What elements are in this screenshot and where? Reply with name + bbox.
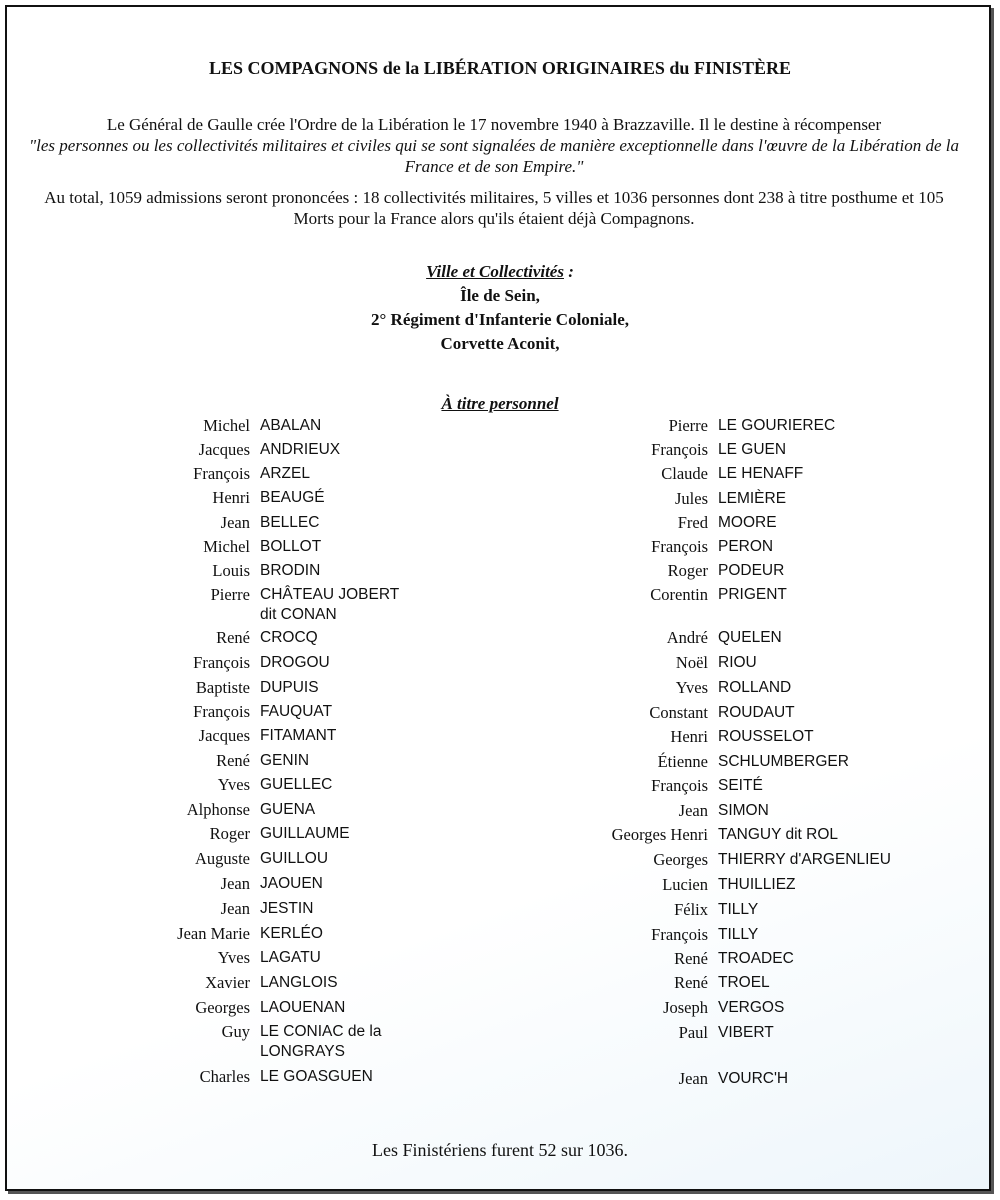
name-row (0, 726, 450, 746)
last-name (718, 440, 958, 460)
name-row (0, 1067, 450, 1087)
last-name-line: GUELLEC (260, 776, 333, 793)
last-name (718, 653, 958, 673)
last-name (718, 776, 958, 796)
last-name-line: VIBERT (718, 1024, 774, 1041)
last-name (718, 561, 958, 581)
first-name: Yves (217, 948, 250, 967)
last-name-line: BELLEC (260, 514, 320, 531)
first-name: Jacques (198, 440, 250, 459)
name-row (0, 874, 450, 894)
name-row (400, 727, 958, 747)
last-name (718, 1023, 958, 1043)
first-name: Joseph (663, 998, 708, 1017)
collectivity-item: 2° Régiment d'Infanterie Coloniale, (371, 310, 629, 329)
name-row (400, 825, 958, 845)
name-row (0, 537, 450, 557)
name-row (400, 949, 958, 969)
intro-line: Le Général de Gaulle crée l'Ordre de la Libération le 17 novembre 1940 à Brazzaville. Il le destine à récompenser (106, 115, 882, 134)
last-name-line: ARZEL (260, 465, 310, 482)
name-row (400, 925, 958, 945)
last-name-line: LE GOASGUEN (260, 1068, 373, 1085)
intro-quote: "les personnes ou les collectivités militaires et civiles qui se sont signalées de manière exceptionnelle dans l'œuvre de la Libération de la France et de son Empire." (29, 136, 959, 176)
last-name-line: LAOUENAN (260, 999, 346, 1016)
name-row (0, 998, 450, 1018)
last-name-line: THIERRY d'ARGENLIEU (718, 851, 891, 868)
first-name: Étienne (657, 752, 708, 771)
first-name: Pierre (668, 416, 708, 435)
last-name-line: LE GUEN (718, 441, 787, 458)
last-name-line: KERLÉO (260, 925, 323, 942)
collectivities-heading-colon: : (563, 262, 574, 281)
last-name-line: GUILLOU (260, 850, 329, 867)
last-name-line: SEITÉ (718, 777, 763, 794)
name-row (0, 585, 450, 625)
last-name-line: PERON (718, 538, 774, 555)
name-row (0, 488, 450, 508)
last-name-line: SIMON (718, 802, 769, 819)
last-name (718, 489, 958, 509)
first-name: Guy (221, 1022, 250, 1041)
collectivities-list (0, 284, 1000, 356)
name-row (400, 464, 958, 484)
name-row (400, 628, 958, 648)
name-row (0, 513, 450, 533)
first-name: Paul (678, 1023, 708, 1042)
name-row (0, 824, 450, 844)
last-name-line: SCHLUMBERGER (718, 753, 849, 770)
last-name (718, 825, 958, 845)
first-name: Georges Henri (611, 825, 708, 844)
name-row (0, 924, 450, 944)
first-name: Yves (675, 678, 708, 697)
name-row (0, 464, 450, 484)
last-name-line: CHÂTEAU JOBERT (260, 586, 400, 603)
name-row (400, 440, 958, 460)
first-name: Roger (667, 561, 708, 580)
last-name-line: BRODIN (260, 562, 321, 579)
last-name (718, 416, 958, 436)
last-name-line: FAUQUAT (260, 703, 333, 720)
name-row (0, 440, 450, 460)
first-name: Henri (212, 488, 250, 507)
first-name: Charles (199, 1067, 250, 1086)
last-name (718, 678, 958, 698)
name-row (0, 800, 450, 820)
first-name: François (651, 925, 708, 944)
first-name: Henri (670, 727, 708, 746)
last-name-line: ROUDAUT (718, 704, 795, 721)
name-row (0, 1022, 450, 1062)
first-name: Jules (675, 489, 708, 508)
last-name-line: TILLY (718, 926, 759, 943)
last-name (718, 949, 958, 969)
last-name (718, 900, 958, 920)
first-name: François (193, 653, 250, 672)
name-row (400, 752, 958, 772)
name-row (0, 973, 450, 993)
first-name: René (674, 949, 708, 968)
last-name-line: TANGUY dit ROL (718, 826, 839, 843)
name-row (0, 775, 450, 795)
last-name (718, 875, 958, 895)
name-row (400, 875, 958, 895)
last-name-line: LANGLOIS (260, 974, 338, 991)
last-name-line: ABALAN (260, 417, 322, 434)
first-name: François (651, 776, 708, 795)
last-name (718, 752, 958, 772)
first-name: Félix (674, 900, 708, 919)
name-row (400, 998, 958, 1018)
last-name-line: DUPUIS (260, 679, 319, 696)
last-name-line: GENIN (260, 752, 310, 769)
last-name-line: GUENA (260, 801, 316, 818)
name-row (400, 416, 958, 436)
last-name-line: VERGOS (718, 999, 785, 1016)
last-name (718, 973, 958, 993)
first-name: Jean (220, 874, 250, 893)
first-name: Alphonse (186, 800, 250, 819)
first-name: Jacques (198, 726, 250, 745)
last-name-line: DROGOU (260, 654, 330, 671)
name-row (400, 585, 958, 605)
name-row (400, 703, 958, 723)
first-name: Yves (217, 775, 250, 794)
first-name: Corentin (650, 585, 708, 604)
name-row (400, 678, 958, 698)
first-name: Constant (649, 703, 708, 722)
last-name (718, 998, 958, 1018)
intro-total: Au total, 1059 admissions seront prononcées : 18 collectivités militaires, 5 villes et 1036 personnes dont 238 à titre posthume et 105 Morts pour la France alors qu'ils étaient déjà Compagnons. (44, 188, 944, 228)
first-name: Claude (661, 464, 708, 483)
name-row (0, 849, 450, 869)
last-name (718, 1069, 958, 1089)
first-name: Pierre (210, 585, 250, 604)
first-name: Jean (220, 513, 250, 532)
collectivity-item: Corvette Aconit, (440, 334, 560, 353)
last-name (718, 850, 958, 870)
name-row (400, 801, 958, 821)
collectivity-item: Île de Sein, (460, 286, 540, 305)
last-name-line: LE GOURIEREC (718, 417, 836, 434)
last-name-line: ROLLAND (718, 679, 792, 696)
last-name (718, 513, 958, 533)
last-name-line: THUILLIEZ (718, 876, 796, 893)
document-title: LES COMPAGNONS de la LIBÉRATION ORIGINAIRES du FINISTÈRE (209, 58, 791, 78)
first-name: Jean (678, 801, 708, 820)
last-name-line: LONGRAYS (260, 1043, 345, 1060)
first-name: André (666, 628, 708, 647)
last-name (718, 801, 958, 821)
last-name-line: PODEUR (718, 562, 785, 579)
name-row (400, 653, 958, 673)
first-name: Roger (209, 824, 250, 843)
name-row (0, 561, 450, 581)
first-name: François (651, 440, 708, 459)
last-name (718, 703, 958, 723)
last-name-line: ANDRIEUX (260, 441, 341, 458)
name-row (400, 489, 958, 509)
last-name-line: LEMIÈRE (718, 490, 787, 507)
last-name-line: dit CONAN (260, 606, 337, 623)
last-name-line: BEAUGÉ (260, 489, 325, 506)
name-row (400, 561, 958, 581)
name-row (0, 899, 450, 919)
first-name: Jean (220, 899, 250, 918)
first-name: Noël (675, 653, 708, 672)
last-name-line: TROADEC (718, 950, 794, 967)
first-name: Fred (677, 513, 708, 532)
name-row (0, 702, 450, 722)
last-name-line: LAGATU (260, 949, 321, 966)
first-name: Georges (653, 850, 708, 869)
last-name-line: ROUSSELOT (718, 728, 814, 745)
last-name-line: JAOUEN (260, 875, 323, 892)
first-name: René (216, 628, 250, 647)
first-name: Jean Marie (177, 924, 250, 943)
name-row (0, 653, 450, 673)
last-name-line: VOURC'H (718, 1070, 789, 1087)
name-row (0, 948, 450, 968)
last-name (718, 464, 958, 484)
collectivities-heading (0, 262, 1000, 282)
personal-heading-text: À titre personnel (441, 394, 559, 413)
last-name-line: BOLLOT (260, 538, 322, 555)
last-name-line: CROCQ (260, 629, 318, 646)
name-row (400, 1069, 958, 1089)
collectivities-heading-text: Ville et Collectivités (426, 262, 564, 281)
name-row (400, 513, 958, 533)
name-row (0, 678, 450, 698)
name-row (0, 628, 450, 648)
last-name-line: QUELEN (718, 629, 782, 646)
last-name-line: LE HENAFF (718, 465, 804, 482)
last-name (718, 537, 958, 557)
first-name: François (651, 537, 708, 556)
first-name: Jean (678, 1069, 708, 1088)
first-name: Baptiste (195, 678, 250, 697)
last-name-line: GUILLAUME (260, 825, 350, 842)
first-name: François (193, 464, 250, 483)
last-name-line: JESTIN (260, 900, 314, 917)
last-name (718, 585, 958, 605)
personal-heading (0, 394, 1000, 414)
name-row (0, 416, 450, 436)
last-name-line: TROEL (718, 974, 770, 991)
first-name: Michel (203, 416, 250, 435)
last-name (718, 727, 958, 747)
name-row (0, 751, 450, 771)
name-row (400, 1023, 958, 1043)
last-name-line: FITAMANT (260, 727, 337, 744)
name-row (400, 900, 958, 920)
name-row (400, 973, 958, 993)
first-name: Lucien (662, 875, 708, 894)
first-name: Auguste (195, 849, 250, 868)
first-name: René (216, 751, 250, 770)
last-name-line: TILLY (718, 901, 759, 918)
last-name-line: LE CONIAC de la (260, 1023, 382, 1040)
first-name: Louis (212, 561, 250, 580)
name-row (400, 850, 958, 870)
first-name: René (674, 973, 708, 992)
name-row (400, 537, 958, 557)
first-name: Xavier (205, 973, 250, 992)
first-name: Georges (195, 998, 250, 1017)
last-name (718, 628, 958, 648)
intro-paragraph (26, 114, 962, 177)
last-name (718, 925, 958, 945)
last-name-line: MOORE (718, 514, 777, 531)
last-name-line: PRIGENT (718, 586, 787, 603)
last-name-line: RIOU (718, 654, 757, 671)
name-row (400, 776, 958, 796)
first-name: François (193, 702, 250, 721)
first-name: Michel (203, 537, 250, 556)
footer-note: Les Finistériens furent 52 sur 1036. (372, 1140, 628, 1160)
